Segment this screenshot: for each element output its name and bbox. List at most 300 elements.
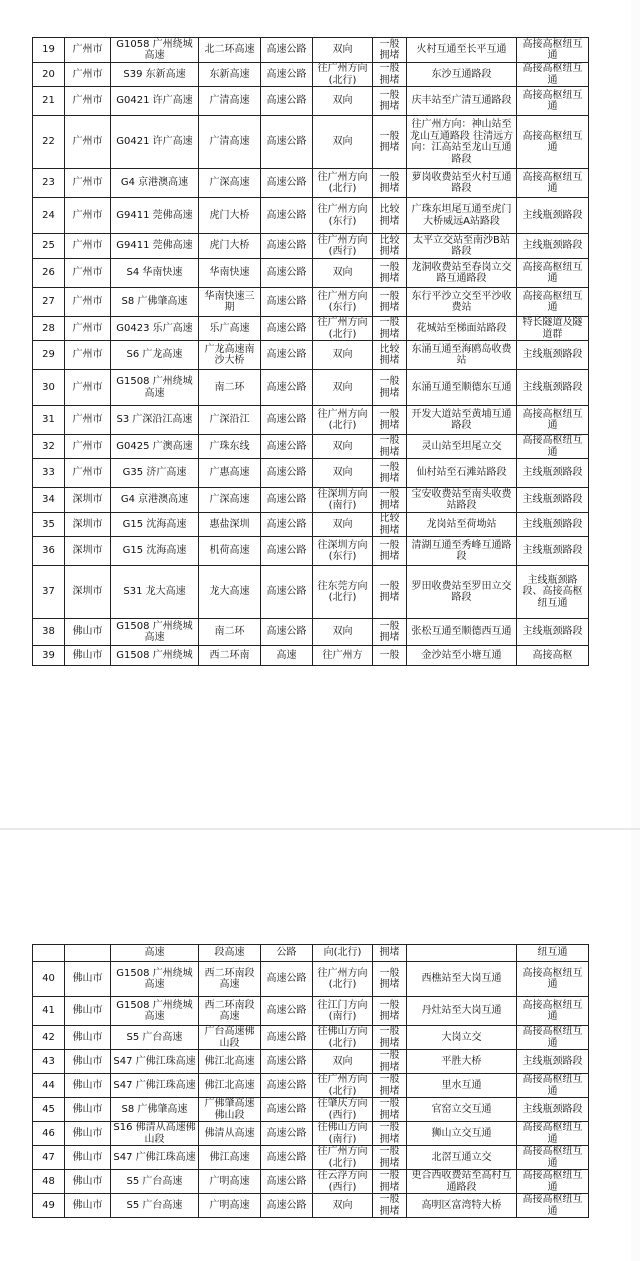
location-cell: 开发大道站至黄埔互通路段: [407, 406, 517, 435]
congestion-level-cell: 一般拥堵: [373, 169, 407, 198]
road-name-cell: S4 华南快速: [111, 259, 199, 288]
direction-cell: 往广州方向(北行): [313, 962, 373, 997]
city-cell: 深圳市: [65, 488, 111, 513]
congestion-level-cell: 一般拥堵: [373, 1194, 407, 1218]
congestion-level-cell: 一般拥堵: [373, 566, 407, 619]
direction-cell: 往广州方向(北行): [313, 406, 373, 435]
row-number: 21: [33, 87, 65, 116]
road-type-cell: 高速公路: [261, 259, 313, 288]
city-cell: 广州市: [65, 169, 111, 198]
road-section-cell: 虎门大桥: [199, 198, 261, 234]
direction-cell: 往广州方向(东行): [313, 198, 373, 234]
congestion-level-cell: 一般拥堵: [373, 1122, 407, 1146]
table-row: [33, 1098, 589, 1122]
road-name-cell: G1508 广州绕城高速: [111, 619, 199, 646]
road-type-cell: 高速公路: [261, 87, 313, 116]
road-name-cell: G0421 许广高速: [111, 116, 199, 169]
road-type-cell: 高速公路: [261, 63, 313, 87]
row-number: 49: [33, 1194, 65, 1218]
road-section-cell: 西二环南: [199, 646, 261, 666]
category-cell: 高接高枢纽互通: [517, 38, 589, 63]
road-name-cell: S16 佛清从高速佛山段: [111, 1122, 199, 1146]
road-name-cell: G15 沈海高速: [111, 537, 199, 566]
city-cell: 广州市: [65, 317, 111, 341]
road-section-cell: 虎门大桥: [199, 234, 261, 259]
road-name-cell: G1508 广州绕城高速: [111, 997, 199, 1026]
table-row: [33, 198, 589, 234]
road-name-cell: G9411 莞佛高速: [111, 198, 199, 234]
row-number: 47: [33, 1146, 65, 1170]
direction-cell: 往广州方向(北行): [313, 1074, 373, 1098]
road-section-cell: 广清高速: [199, 116, 261, 169]
table-row: [33, 116, 589, 169]
road-type-cell: 高速公路: [261, 513, 313, 537]
city-cell: [65, 945, 111, 962]
row-number: 30: [33, 370, 65, 406]
row-number: 24: [33, 198, 65, 234]
road-type-cell: 高速公路: [261, 997, 313, 1026]
row-number: 38: [33, 619, 65, 646]
road-section-cell: 龙大高速: [199, 566, 261, 619]
road-name-cell: S3 广深沿江高速: [111, 406, 199, 435]
row-number: 33: [33, 459, 65, 488]
road-type-cell: 高速公路: [261, 341, 313, 370]
direction-cell: 双向: [313, 1194, 373, 1218]
city-cell: 佛山市: [65, 646, 111, 666]
city-cell: 佛山市: [65, 619, 111, 646]
page-separator: [0, 828, 640, 830]
road-type-cell: 高速公路: [261, 169, 313, 198]
location-cell: 灵山站至坦尾立交: [407, 435, 517, 459]
category-cell: 高接高枢纽互通: [517, 288, 589, 317]
road-section-cell: 北二环高速: [199, 38, 261, 63]
direction-cell: 往广州方: [313, 646, 373, 666]
direction-cell: 双向: [313, 459, 373, 488]
direction-cell: 往江门方向(南行): [313, 997, 373, 1026]
table-row: [33, 234, 589, 259]
location-cell: 丹灶站至大岗互通: [407, 997, 517, 1026]
row-number: 39: [33, 646, 65, 666]
congestion-level-cell: 比较拥堵: [373, 198, 407, 234]
congestion-level-cell: 一般拥堵: [373, 1098, 407, 1122]
city-cell: 广州市: [65, 198, 111, 234]
direction-cell: 往云浮方向(西行): [313, 1170, 373, 1194]
category-cell: 高接高枢纽互通: [517, 1122, 589, 1146]
row-number: 23: [33, 169, 65, 198]
category-cell: 高接高枢纽互通: [517, 1026, 589, 1050]
congestion-level-cell: 一般拥堵: [373, 459, 407, 488]
road-section-cell: 广深高速: [199, 488, 261, 513]
direction-cell: 双向: [313, 619, 373, 646]
road-name-cell: G4 京港澳高速: [111, 488, 199, 513]
road-section-cell: 东新高速: [199, 63, 261, 87]
road-section-cell: 华南快速: [199, 259, 261, 288]
location-cell: 东涌互通至顺德东互通: [407, 370, 517, 406]
direction-cell: 双向: [313, 259, 373, 288]
category-cell: 主线瓶颈路段: [517, 370, 589, 406]
table-row: [33, 341, 589, 370]
category-cell: 高接高枢纽互通: [517, 1074, 589, 1098]
category-cell: 高接高枢纽互通: [517, 406, 589, 435]
category-cell: 主线瓶颈路段: [517, 1050, 589, 1074]
row-number: 37: [33, 566, 65, 619]
row-number: 27: [33, 288, 65, 317]
table-row: [33, 1026, 589, 1050]
congestion-level-cell: 一般拥堵: [373, 962, 407, 997]
row-number: 31: [33, 406, 65, 435]
location-cell: 宝安收费站至南头收费站路段: [407, 488, 517, 513]
direction-cell: 双向: [313, 87, 373, 116]
road-section-cell: 广惠高速: [199, 459, 261, 488]
road-name-cell: G4 京港澳高速: [111, 169, 199, 198]
road-section-cell: 广明高速: [199, 1170, 261, 1194]
congestion-level-cell: 一般拥堵: [373, 435, 407, 459]
road-name-cell: G1508 广州绕城: [111, 646, 199, 666]
document-page-1: [32, 37, 588, 666]
location-cell: 萝岗收费站至火村互通路段: [407, 169, 517, 198]
table-row: [33, 459, 589, 488]
row-number: 44: [33, 1074, 65, 1098]
congestion-level-cell: 一般拥堵: [373, 997, 407, 1026]
road-section-cell: 佛江北高速: [199, 1050, 261, 1074]
category-cell: 高接高枢纽互通: [517, 63, 589, 87]
congestion-level-cell: 一般拥堵: [373, 1170, 407, 1194]
table-row: [33, 513, 589, 537]
city-cell: 广州市: [65, 435, 111, 459]
road-type-cell: 高速公路: [261, 116, 313, 169]
road-type-cell: 高速公路: [261, 962, 313, 997]
location-cell: 广珠东坦尾互通至虎门大桥威远A站路段: [407, 198, 517, 234]
row-number: 20: [33, 63, 65, 87]
direction-cell: 双向: [313, 116, 373, 169]
road-section-cell: 华南快速三期: [199, 288, 261, 317]
category-cell: 主线瓶颈路段: [517, 234, 589, 259]
location-cell: 官窑立交互通: [407, 1098, 517, 1122]
congestion-level-cell: 一般拥堵: [373, 370, 407, 406]
table-row: [33, 1194, 589, 1218]
table-row: [33, 259, 589, 288]
category-cell: 主线瓶颈路段: [517, 459, 589, 488]
road-name-cell: S8 广佛肇高速: [111, 288, 199, 317]
location-cell: 庆丰站至广清互通路段: [407, 87, 517, 116]
city-cell: 广州市: [65, 341, 111, 370]
city-cell: 深圳市: [65, 513, 111, 537]
road-type-cell: 高速公路: [261, 38, 313, 63]
category-cell: 高接高枢: [517, 646, 589, 666]
location-cell: 里水互通: [407, 1074, 517, 1098]
direction-cell: 往广州方向(北行): [313, 169, 373, 198]
road-type-cell: 高速公路: [261, 1050, 313, 1074]
road-type-cell: 高速公路: [261, 406, 313, 435]
row-number: 46: [33, 1122, 65, 1146]
congestion-level-cell: 一般拥堵: [373, 1050, 407, 1074]
road-type-cell: 高速公路: [261, 435, 313, 459]
road-section-cell: 广明高速: [199, 1194, 261, 1218]
table-row: [33, 435, 589, 459]
location-cell: 东行平沙立交至平沙收费站: [407, 288, 517, 317]
congestion-level-cell: 一般拥堵: [373, 488, 407, 513]
direction-cell: 往东莞方向(北行): [313, 566, 373, 619]
congestion-level-cell: 一般拥堵: [373, 87, 407, 116]
city-cell: 广州市: [65, 459, 111, 488]
road-name-cell: 高速: [111, 945, 199, 962]
road-section-cell: 乐广高速: [199, 317, 261, 341]
row-number: 28: [33, 317, 65, 341]
road-section-cell: 惠盐深圳: [199, 513, 261, 537]
congestion-level-cell: 一般拥堵: [373, 63, 407, 87]
city-cell: 佛山市: [65, 997, 111, 1026]
row-number: 35: [33, 513, 65, 537]
direction-cell: 双向: [313, 435, 373, 459]
road-section-cell: 广深高速: [199, 169, 261, 198]
category-cell: 高接高枢纽互通: [517, 997, 589, 1026]
category-cell: 高接高枢纽互通: [517, 87, 589, 116]
location-cell: 龙岗站至荷坳站: [407, 513, 517, 537]
road-name-cell: S47 广佛江珠高速: [111, 1050, 199, 1074]
row-number: 43: [33, 1050, 65, 1074]
category-cell: 主线瓶颈路段: [517, 619, 589, 646]
city-cell: 广州市: [65, 370, 111, 406]
road-section-cell: 广深沿江: [199, 406, 261, 435]
table-row: [33, 1122, 589, 1146]
city-cell: 佛山市: [65, 1098, 111, 1122]
city-cell: 广州市: [65, 87, 111, 116]
row-number: 29: [33, 341, 65, 370]
road-type-cell: 高速公路: [261, 1194, 313, 1218]
category-cell: 主线瓶颈路段: [517, 341, 589, 370]
congestion-level-cell: 一般拥堵: [373, 116, 407, 169]
road-name-cell: G1508 广州绕城高速: [111, 962, 199, 997]
table-row: [33, 619, 589, 646]
location-cell: 张松互通至顺德西互通: [407, 619, 517, 646]
row-number: 25: [33, 234, 65, 259]
direction-cell: 双向: [313, 370, 373, 406]
road-type-cell: 高速公路: [261, 1098, 313, 1122]
page-edge-shade: [631, 0, 640, 1261]
location-cell: 罗田收费站至罗田立交路段: [407, 566, 517, 619]
location-cell: 大岗立交: [407, 1026, 517, 1050]
row-number: 42: [33, 1026, 65, 1050]
road-type-cell: 高速公路: [261, 198, 313, 234]
category-cell: 高接高枢纽互通: [517, 116, 589, 169]
table-row: [33, 1074, 589, 1098]
road-section-cell: 机荷高速: [199, 537, 261, 566]
location-cell: 仙村站至石滩站路段: [407, 459, 517, 488]
category-cell: 高接高枢纽互通: [517, 169, 589, 198]
road-section-cell: 西二环南段高速: [199, 962, 261, 997]
road-section-cell: 南二环: [199, 619, 261, 646]
road-type-cell: 高速公路: [261, 288, 313, 317]
road-name-cell: S6 广龙高速: [111, 341, 199, 370]
congestion-level-cell: 一般拥堵: [373, 1074, 407, 1098]
road-name-cell: S5 广台高速: [111, 1194, 199, 1218]
direction-cell: 往广州方向(北行): [313, 1146, 373, 1170]
table-row-continued: [33, 945, 589, 962]
road-type-cell: 高速公路: [261, 1074, 313, 1098]
city-cell: 广州市: [65, 259, 111, 288]
category-cell: 主线瓶颈路段、高接高枢纽互通: [517, 566, 589, 619]
direction-cell: 往深圳方向(东行): [313, 537, 373, 566]
road-type-cell: 高速公路: [261, 1122, 313, 1146]
congestion-level-cell: 一般拥堵: [373, 406, 407, 435]
road-section-cell: 西二环南段高速: [199, 997, 261, 1026]
congestion-level-cell: 比较拥堵: [373, 234, 407, 259]
table-row: [33, 1146, 589, 1170]
city-cell: 佛山市: [65, 1074, 111, 1098]
city-cell: 广州市: [65, 288, 111, 317]
table-row: [33, 1170, 589, 1194]
row-number: 19: [33, 38, 65, 63]
table-row: [33, 370, 589, 406]
direction-cell: 往广州方向(西行): [313, 234, 373, 259]
road-name-cell: G1058 广州绕城高速: [111, 38, 199, 63]
city-cell: 深圳市: [65, 537, 111, 566]
category-cell: 纽互通: [517, 945, 589, 962]
congestion-table-page-2: [32, 944, 589, 1218]
road-name-cell: S47 广佛江珠高速: [111, 1074, 199, 1098]
road-name-cell: G0421 许广高速: [111, 87, 199, 116]
row-number: 41: [33, 997, 65, 1026]
direction-cell: 双向: [313, 1050, 373, 1074]
road-section-cell: 广珠东线: [199, 435, 261, 459]
road-type-cell: 高速公路: [261, 370, 313, 406]
category-cell: 高接高枢纽互通: [517, 962, 589, 997]
road-name-cell: S5 广台高速: [111, 1026, 199, 1050]
road-type-cell: 公路: [261, 945, 313, 962]
row-number: 34: [33, 488, 65, 513]
road-section-cell: 佛江北高速: [199, 1074, 261, 1098]
table-row: [33, 406, 589, 435]
city-cell: 佛山市: [65, 1122, 111, 1146]
location-cell: 西樵站至大岗互通: [407, 962, 517, 997]
congestion-level-cell: 一般拥堵: [373, 619, 407, 646]
row-number: 48: [33, 1170, 65, 1194]
road-name-cell: G35 济广高速: [111, 459, 199, 488]
category-cell: 高接高枢纽互通: [517, 1170, 589, 1194]
location-cell: 平胜大桥: [407, 1050, 517, 1074]
category-cell: 主线瓶颈路段: [517, 1098, 589, 1122]
table-row: [33, 288, 589, 317]
road-type-cell: 高速公路: [261, 488, 313, 513]
direction-cell: 往广州方向(北行): [313, 317, 373, 341]
road-name-cell: S47 广佛江珠高速: [111, 1146, 199, 1170]
table-row: [33, 962, 589, 997]
road-name-cell: G0423 乐广高速: [111, 317, 199, 341]
direction-cell: 往佛山方向(北行): [313, 1026, 373, 1050]
road-type-cell: 高速公路: [261, 1170, 313, 1194]
direction-cell: 往广州方向(北行): [313, 63, 373, 87]
category-cell: 主线瓶颈路段: [517, 537, 589, 566]
row-number: 32: [33, 435, 65, 459]
direction-cell: 往深圳方向(南行): [313, 488, 373, 513]
location-cell: 狮山立交互通: [407, 1122, 517, 1146]
congestion-level-cell: 一般拥堵: [373, 537, 407, 566]
congestion-level-cell: 一般拥堵: [373, 288, 407, 317]
road-section-cell: 佛清从高速: [199, 1122, 261, 1146]
congestion-level-cell: 比较拥堵: [373, 341, 407, 370]
category-cell: 高接高枢纽互通: [517, 435, 589, 459]
road-section-cell: 段高速: [199, 945, 261, 962]
road-section-cell: 佛江高速: [199, 1146, 261, 1170]
direction-cell: 往肇庆方向(西行): [313, 1098, 373, 1122]
city-cell: 佛山市: [65, 1050, 111, 1074]
road-name-cell: G9411 莞佛高速: [111, 234, 199, 259]
city-cell: 广州市: [65, 234, 111, 259]
row-number: 45: [33, 1098, 65, 1122]
road-name-cell: G1508 广州绕城高速: [111, 370, 199, 406]
category-cell: 主线瓶颈路段: [517, 198, 589, 234]
road-name-cell: S39 东新高速: [111, 63, 199, 87]
road-type-cell: 高速公路: [261, 234, 313, 259]
road-section-cell: 广龙高速南沙大桥: [199, 341, 261, 370]
category-cell: 特长隧道及隧道群: [517, 317, 589, 341]
direction-cell: 双向: [313, 38, 373, 63]
city-cell: 佛山市: [65, 1194, 111, 1218]
row-number: 22: [33, 116, 65, 169]
road-type-cell: 高速公路: [261, 1026, 313, 1050]
table-row: [33, 87, 589, 116]
table-row: [33, 169, 589, 198]
road-type-cell: 高速公路: [261, 619, 313, 646]
table-row: [33, 38, 589, 63]
road-type-cell: 高速公路: [261, 317, 313, 341]
row-number: 40: [33, 962, 65, 997]
direction-cell: 向(北行): [313, 945, 373, 962]
direction-cell: 双向: [313, 341, 373, 370]
road-name-cell: G0425 广澳高速: [111, 435, 199, 459]
location-cell: 往广州方向：神山站至龙山互通路段 往清远方向：江高站至龙山互通路段: [407, 116, 517, 169]
location-cell: [407, 945, 517, 962]
congestion-level-cell: 一般拥堵: [373, 38, 407, 63]
congestion-level-cell: 拥堵: [373, 945, 407, 962]
city-cell: 佛山市: [65, 1146, 111, 1170]
row-number: [33, 945, 65, 962]
table-row: [33, 488, 589, 513]
location-cell: 金沙站至小塘互通: [407, 646, 517, 666]
congestion-level-cell: 比较拥堵: [373, 513, 407, 537]
road-name-cell: S8 广佛肇高速: [111, 1098, 199, 1122]
category-cell: 高接高枢纽互通: [517, 1146, 589, 1170]
row-number: 36: [33, 537, 65, 566]
category-cell: 高接高枢纽互通: [517, 1194, 589, 1218]
location-cell: 北滘互通立交: [407, 1146, 517, 1170]
category-cell: 高接高枢纽互通: [517, 259, 589, 288]
table-row: [33, 646, 589, 666]
road-type-cell: 高速公路: [261, 566, 313, 619]
road-name-cell: S31 龙大高速: [111, 566, 199, 619]
road-name-cell: G15 沈海高速: [111, 513, 199, 537]
city-cell: 广州市: [65, 63, 111, 87]
city-cell: 广州市: [65, 38, 111, 63]
location-cell: 火村互通至长平互通: [407, 38, 517, 63]
table-row: [33, 63, 589, 87]
category-cell: 主线瓶颈路段: [517, 488, 589, 513]
road-name-cell: S5 广台高速: [111, 1170, 199, 1194]
city-cell: 广州市: [65, 116, 111, 169]
road-section-cell: 广清高速: [199, 87, 261, 116]
road-type-cell: 高速公路: [261, 1146, 313, 1170]
congestion-table-page-1: [32, 37, 589, 666]
location-cell: 龙洞收费站至春岗立交路互通路段: [407, 259, 517, 288]
location-cell: 东沙互通路段: [407, 63, 517, 87]
location-cell: 东涌互通至海鸥岛收费站: [407, 341, 517, 370]
road-section-cell: 南二环: [199, 370, 261, 406]
row-number: 26: [33, 259, 65, 288]
location-cell: 太平立交站至南沙B站路段: [407, 234, 517, 259]
road-section-cell: 广台高速佛山段: [199, 1026, 261, 1050]
direction-cell: 双向: [313, 513, 373, 537]
direction-cell: 往广州方向(东行): [313, 288, 373, 317]
